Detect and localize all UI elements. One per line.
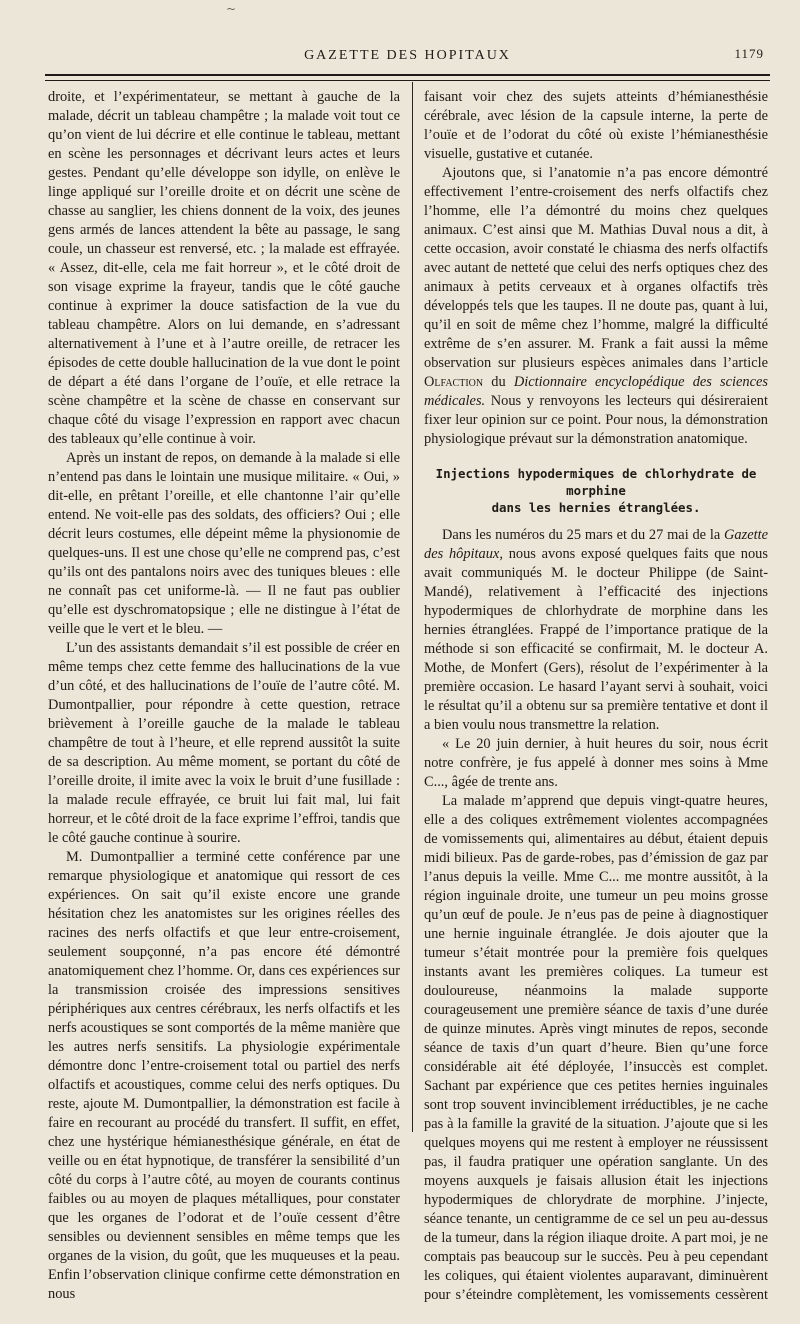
text-run: Dans les numéros du 25 mars et du 27 mai de la xyxy=(442,527,721,543)
text-run: nous avons exposé quelques faits que nous avait communiqués M. le docteur Philippe (de Saint-Mandé), relativement à l’efficacité des injections hypodermiques de chlorhydrate de morphine dans les hernies étranglées. Frappé de l’importance pratique de la méthode si son efficacité se confirmait, M. le docteur A. Mothe, de Monfert (Gers), résolut de l’expérimenter à la première occasion. Le hasard l’ayant servi à souhait, voici le résultat qu’il a obtenu sur sa première tentative et dont il a bien voulu nous transmettre la relation. xyxy=(424,546,768,733)
paragraph xyxy=(424,526,768,735)
paragraph: droite, et l’expérimentateur, se mettant à gauche de la malade, décrit un tableau champêtre ; la malade voit tout ce qu’on vient de lui décrire et elle continue le tableau, mettant en scène les personnages et décrivant leurs actes et leurs gestes. Pendant qu’elle développe son idylle, on enlève le linge appliqué sur l’oreille droite et on décrit une scène de chasse au sanglier, les chiens donnent de la voix, des jeunes gens armés de lances attendent la bête au passage, le sang coule, un chasseur est renversé, etc. ; la malade est effrayée. « Assez, dit-elle, cela me fait horreur », et le côté droit de son visage exprime la frayeur, tandis que le côté gauche continue à exprimer la douce satisfaction de la vue du tableau champêtre. Alors on lui demande, en s’adressant alternativement à l’une et à l’autre oreille, de retracer les épisodes de cette double hallucination de la vue dont le point de départ a été dans l’organe de l’ouïe, et elle retrace la scène champêtre et la scène de chasse en conservant sur chaque côté du visage l’expression en rapport avec chacun des tableaux qu’elle continue à voir. xyxy=(48,89,400,447)
article-reference: Olfaction xyxy=(424,374,484,390)
section-heading-line: dans les hernies étranglées. xyxy=(491,500,701,515)
header-rule xyxy=(45,74,770,81)
column-divider xyxy=(412,82,413,1132)
paragraph: L’un des assistants demandait s’il est possible de créer en même temps chez cette femme des hallucinations de la vue d’un côté, et des hallucinations de l’ouïe de l’autre côté. M. Dumontpallier, pour répondre à cette question, retrace brièvement à l’oreille gauche de la malade le tableau champêtre de tout à l’heure, et elle reprend aussitôt la suite de sa description. Au même moment, se portant du côté de l’oreille droite, il imite avec la voix le bruit d’une fusillade : la malade recule effrayée, ce bruit lui fait mal, lui fait horreur, et le côté droit de la face exprime l’effroi, tandis que le côté gauche continue à sourire. xyxy=(48,640,400,846)
text-run: du xyxy=(491,374,506,390)
paragraph: La malade m’apprend que depuis vingt-quatre heures, elle a des coliques extrêmement violentes accompagnées de vomissements qui, alimentaires au début, étaient depuis midi bilieux. Pas de garde-robes, pas d’émission de gaz par l’anus depuis la veille. Mme C... me montre aussitôt, à la région inguinale droite, une tumeur un peu moins grosse qu’un œuf de poule. Je n’eus pas de peine à diagnostiquer une hernie inguinale étranglée. Je dois ajouter que la tumeur s’était montrée pour la première fois quelques instants avant les premières coliques. La tumeur est douloureuse, néanmoins la malade supporte courageusement une première séance de taxis d’une durée de quinze minutes. Après vingt minutes de repos, seconde séance de taxis d’un quart d’heure. Bien qu’une force considérable ait été déployée, l’insuccès est complet. Sachant par expérience que ces petites hernies inguinales sont trop souvent invinciblement irréductibles, je ne cache pas à la famille la gravité de la situation. J’ajoute que si les quelques moyens qui me restent à employer ne réussissent pas, il faudra pratiquer une opération sanglante. Un des moyens auxquels je faisais allusion était les injections hypodermiques de chlorydrate de morphine. J’injecte, séance tenante, un centigramme de ce sel un peu au-dessus de la tumeur, dans la région iliaque droite. A part moi, je ne comptais pas beaucoup sur le succès. Peu à peu cependant les coliques, qui étaient violentes auparavant, diminuèrent pour s’éteindre complètement, les vomissements cessèrent xyxy=(424,793,768,1303)
page-header xyxy=(45,40,770,70)
section-heading-line: Injections hypodermiques de chlorhydrate de morphine xyxy=(435,466,757,498)
margin-mark: ~ xyxy=(226,2,237,16)
paragraph: M. Dumontpallier a terminé cette conférence par une remarque physiologique et anatomique qui ressort de ces expériences. On sait qu’il existe encore une grande hésitation chez les anatomistes sur les origines réelles des racines des nerfs olfactifs et que leur entre-croisement, seulement soupçonné, n’a pas encore été démontré anatomiquement chez l’homme. Or, dans ces expériences sur la transmission croisée des impressions sensitives périphériques aux centres cérébraux, les nerfs olfactifs et les nerfs acoustiques se sont comportés de la même manière que les autres nerfs sensitifs. La physiologie expérimentale démontre donc l’entre-croisement total ou partiel des nerfs olfactifs et acoustiques, comme celui des nerfs optiques. Du reste, ajoute M. Dumontpallier, la démonstration est facile à faire en recourant au procédé du transfert. Il suffit, en effet, chez une hystérique hémianesthésique générale, en état de veille ou en état hypnotique, de transférer la sensibilité d’un côté du corps à l’autre côté, au moyen de courants continus faibles ou au moyen de plaques métalliques, pour constater que les organes de l’odorat et de l’ouïe cessent d’être sensibles ou deviennent sensibles en même temps que les organes de la vision, du goût, que les muqueuses et la peau. Enfin l’observation clinique confirme cette démonstration en nous xyxy=(48,849,400,1302)
right-column xyxy=(424,88,769,1303)
journal-title: GAZETTE DES HOPITAUX xyxy=(304,48,511,63)
paragraph: Après un instant de repos, on demande à la malade si elle n’entend pas dans le lointain une musique militaire. « Oui, » dit-elle, en prêtant l’oreille, et elle chantonne l’air qu’elle entend. Ne voit-elle pas des soldats, des officiers? Oui ; elle décrit leurs costumes, elle dépeint même la physionomie de quelques-uns. Il est une chose qu’elle ne comprend pas, c’est qu’ils ont des pantalons noirs avec des tuniques bleues : elle ne connaît pas cet uniforme-là. — Il ne faut pas oublier qu’elle est dyschromatopsique ; elle ne distingue à l’état de veille que le vert et le bleu. — xyxy=(48,450,400,637)
paragraph: faisant voir chez des sujets atteints d’hémianesthésie cérébrale, avec lésion de la capsule interne, la perte de l’ouïe et de l’odorat du côté où existe l’hémianesthésie visuelle, gustative et cutanée. xyxy=(424,89,768,162)
paragraph xyxy=(424,164,768,449)
publication-title: Gazette des hôpitaux, xyxy=(424,527,768,562)
left-column xyxy=(48,88,400,1302)
publication-title: Dictionnaire encyclopédique des sciences médicales. xyxy=(424,374,769,409)
section-heading xyxy=(424,465,768,516)
text-run: Nous y renvoyons les lecteurs qui désireraient fixer leur opinion sur ce point. Pour nous, la démonstration physiologique prévaut sur la démonstration anatomique. xyxy=(424,393,768,447)
text-run: Ajoutons que, si l’anatomie n’a pas encore démontré effectivement l’entre-croisement des nerfs olfactifs chez l’homme, elle l’a démontré du moins chez quelques animaux. C’est ainsi que M. Mathias Duval nous a dit, à cette occasion, avoir constaté le chiasma des nerfs olfactifs avec autant de netteté que celui des nerfs optiques chez des animaux à petits cerveaux et à organes olfactifs très développés tels que les taupes. Il ne doute pas, quant à lui, qu’il en soit de même chez l’homme, malgré la difficulté extrême de s’en assurer. M. Frank a fait aussi la même observation sur plusieurs espèces animales dans l’article xyxy=(424,165,768,371)
paragraph: « Le 20 juin dernier, à huit heures du soir, nous écrit notre confrère, je fus appelé à donner mes soins à Mme C..., âgée de trente ans. xyxy=(424,736,768,790)
page-number: 1179 xyxy=(734,46,764,61)
